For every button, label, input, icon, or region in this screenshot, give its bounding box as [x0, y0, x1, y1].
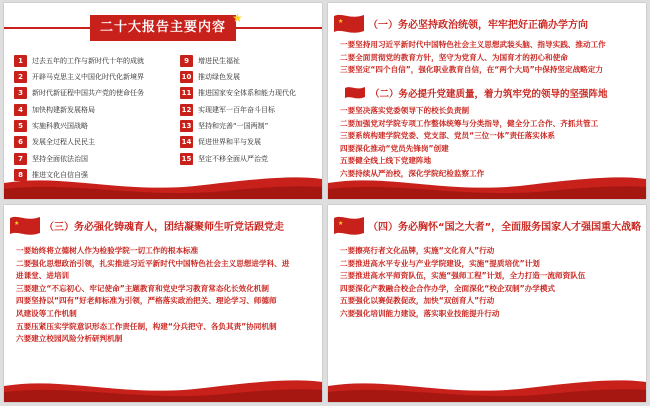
item-number-badge: 7 — [14, 153, 27, 165]
item-number-badge: 4 — [14, 104, 27, 116]
item-number-badge: 1 — [14, 55, 27, 67]
item-text: 实施科教兴国战略 — [32, 121, 88, 130]
slide-header — [4, 13, 322, 43]
section-title: （四）务必胸怀“国之大者”，全面服务国家人才强国重大战略 — [368, 221, 642, 233]
content-line: 二要推进高水平专业与产业学院建设，实施“提质培优”计划 — [340, 258, 540, 268]
content-line: 二要全面贯彻党的教育方针，坚守为党育人、为国育才的初心和使命 — [340, 52, 568, 62]
content-line: 二要加强党对学院专项工作整体统筹与分类指导，健全分工合作、齐抓共管工 — [340, 118, 599, 128]
red-flag-icon — [344, 85, 366, 100]
content-line: 一要始终将立德树人作为检验学院一切工作的根本标准 — [16, 246, 199, 255]
item-number-badge: 12 — [181, 105, 192, 114]
section-lines — [340, 245, 640, 321]
red-flag-icon — [332, 12, 366, 34]
list-item — [14, 151, 164, 167]
content-line: 四要深化推动“党员先锋岗”创建 — [340, 143, 449, 153]
content-line: 六要强化培训能力建设，落实职业技能提升行动 — [340, 308, 500, 318]
item-text: 坚持全面依法治国 — [32, 154, 88, 163]
list-item — [180, 151, 318, 167]
item-text: 坚定不移全面从严治党 — [198, 154, 268, 163]
item-text: 增进民生福祉 — [198, 56, 240, 65]
star-icon: ★ — [232, 11, 243, 25]
content-line: 三要坚定“四个自信”，强化职业教育自信，在“两个大局”中保持坚定战略定力 — [340, 65, 603, 75]
item-text: 新时代新征程中国共产党的使命任务 — [32, 89, 144, 98]
slide-section-four — [328, 205, 646, 402]
list-item — [14, 86, 164, 102]
list-item — [14, 53, 164, 69]
content-line: 一要擦亮行者文化品牌，实施“文化育人”行动 — [340, 246, 495, 255]
content-line: 一要坚决落实党委领导下的校长负责制 — [340, 106, 470, 115]
item-text: 推进文化自信自强 — [32, 170, 88, 179]
content-line: 二要强化思想政治引领，扎实推进习近平新时代中国特色社会主义思想进学科、进 — [16, 258, 290, 268]
list-item — [14, 118, 164, 134]
red-wave-decoration — [328, 169, 646, 199]
list-item — [180, 53, 318, 69]
content-line: 三要系统构建学院党委、党支部、党员“三位一体”责任落实体系 — [340, 131, 556, 141]
item-number-badge: 15 — [181, 154, 192, 163]
slide-section-three — [4, 205, 322, 402]
section-header — [328, 11, 646, 35]
subsection-header — [344, 85, 608, 100]
list-item — [14, 134, 164, 150]
item-text: 发展全过程人民民主 — [32, 138, 95, 147]
svg-text:★: ★ — [338, 18, 344, 25]
subsection-title: （二）务必提升党建质量，着力筑牢党的领导的坚强阵地 — [370, 88, 608, 100]
content-line: 四要坚持以“四有”好老师标准为引领，严格落实政治把关、理论学习、师德师 — [16, 296, 277, 306]
item-number-badge: 5 — [14, 120, 27, 132]
red-flag-icon — [8, 214, 42, 236]
slide-report-contents — [4, 3, 322, 199]
red-wave-decoration — [328, 372, 646, 402]
item-text: 推进国家安全体系和能力现代化 — [198, 89, 296, 98]
section-lines — [16, 245, 316, 346]
section-lines-top — [340, 39, 640, 77]
contents-list-left — [14, 53, 164, 183]
content-line: 六要建立校园风险分析研判机制 — [16, 334, 123, 344]
list-item — [180, 69, 318, 85]
item-number-badge: 11 — [181, 89, 192, 98]
item-number-badge: 2 — [14, 71, 27, 83]
item-text: 开辟马克思主义中国化时代化新境界 — [32, 73, 144, 82]
item-number-badge: 10 — [181, 73, 192, 82]
item-number-badge: 8 — [14, 169, 27, 181]
red-wave-decoration — [4, 372, 322, 402]
item-number-badge: 14 — [181, 138, 192, 147]
content-line: 三要推进高水平师资队伍，实施“强师工程”计划，全力打造一流师资队伍 — [340, 271, 586, 281]
section-header — [328, 213, 646, 237]
slide-title: 二十大报告主要内容 — [90, 15, 236, 41]
content-line: 六要持续从严治校，深化学院纪检监察工作 — [340, 168, 485, 178]
content-line: 四要深化产教融合校企合作办学，全面深化“校企双制”办学模式 — [340, 283, 556, 293]
section-title: （三）务必强化铸魂育人，团结凝聚师生听党话跟党走 — [44, 221, 284, 233]
item-text: 过去五年的工作与新时代十年的成就 — [32, 56, 144, 65]
list-item — [180, 134, 318, 150]
content-line: 五要压紧压实学院意识形态工作责任制，构建“分兵把守、各负其责”协同机制 — [16, 321, 277, 331]
list-item — [180, 86, 318, 102]
list-item — [14, 69, 164, 85]
content-line: 一要坚持用习近平新时代中国特色社会主义思想武装头脑、指导实践、推动工作 — [340, 40, 606, 49]
content-line: 五要健全线上线下党建阵地 — [340, 156, 432, 166]
content-line: 风建设等工作机制 — [16, 308, 77, 318]
slide-section-one-two — [328, 3, 646, 199]
content-line: 三要建立“不忘初心、牢记使命”主题教育和党史学习教育常态化长效化机制 — [16, 283, 269, 293]
content-line: 五要强化以赛促教促改，加快“双创育人”行动 — [340, 296, 495, 306]
item-number-badge: 9 — [180, 55, 193, 67]
item-text: 坚持和完善“一国两制” — [198, 121, 269, 130]
item-text: 加快构建新发展格局 — [32, 105, 95, 114]
item-number-badge: 6 — [14, 136, 27, 148]
red-flag-icon — [332, 214, 366, 236]
red-wave-decoration — [4, 169, 322, 199]
item-number-badge: 13 — [181, 121, 192, 130]
item-text: 推动绿色发展 — [198, 73, 240, 82]
list-item — [180, 118, 318, 134]
section-title: （一）务必坚持政治统领，牢牢把好正确办学方向 — [368, 19, 588, 31]
contents-list-right — [180, 53, 318, 167]
list-item — [14, 102, 164, 118]
svg-text:★: ★ — [14, 220, 20, 227]
content-line: 进课堂、进培训 — [16, 271, 70, 281]
list-item — [180, 102, 318, 118]
section-header — [4, 213, 322, 237]
item-number-badge: 3 — [14, 87, 27, 99]
svg-text:★: ★ — [338, 220, 344, 227]
item-text: 促进世界和平与发展 — [198, 138, 261, 147]
item-text: 实现建军一百年奋斗目标 — [198, 105, 275, 114]
